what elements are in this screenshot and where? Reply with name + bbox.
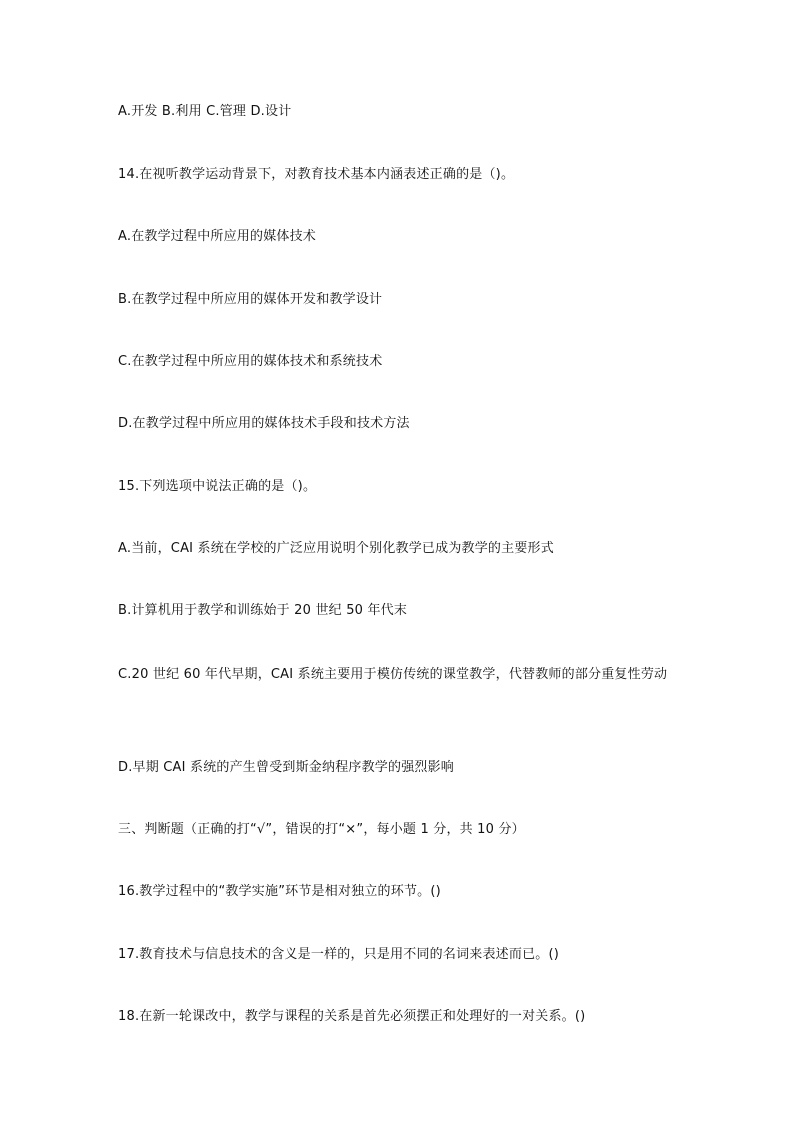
question-14-option-a: A.在教学过程中所应用的媒体技术 [118, 229, 316, 244]
question-14-option-b: B.在教学过程中所应用的媒体开发和教学设计 [118, 292, 383, 307]
question-15: 15.下列选项中说法正确的是（)。 [118, 479, 317, 494]
section-3-heading: 三、判断题（正确的打“√”，错误的打“×”，每小题 1 分，共 10 分） [118, 822, 525, 837]
question-16: 16.教学过程中的“教学实施”环节是相对独立的环节。() [118, 884, 441, 899]
question-14-option-d: D.在教学过程中所应用的媒体技术手段和技术方法 [118, 416, 410, 431]
question-18: 18.在新一轮课改中，教学与课程的关系是首先必须摆正和处理好的一对关系。() [118, 1009, 586, 1024]
question-15-option-b: B.计算机用于教学和训练始于 20 世纪 50 年代末 [118, 603, 408, 618]
question-15-option-d: D.早期 CAI 系统的产生曾受到斯金纳程序教学的强烈影响 [118, 760, 455, 775]
question-14: 14.在视听教学运动背景下，对教育技术基本内涵表述正确的是（)。 [118, 167, 515, 182]
question-15-option-a: A.当前，CAI 系统在学校的广泛应用说明个别化教学已成为教学的主要形式 [118, 541, 554, 556]
question-17: 17.教育技术与信息技术的含义是一样的，只是用不同的名词来表述而已。() [118, 947, 560, 962]
q13-options: A.开发 B.利用 C.管理 D.设计 [118, 104, 292, 119]
question-15-option-c: C.20 世纪 60 年代早期，CAI 系统主要用于模仿传统的课堂教学，代替教师的部分重复性劳动 [118, 667, 668, 682]
question-14-option-c: C.在教学过程中所应用的媒体技术和系统技术 [118, 354, 383, 369]
